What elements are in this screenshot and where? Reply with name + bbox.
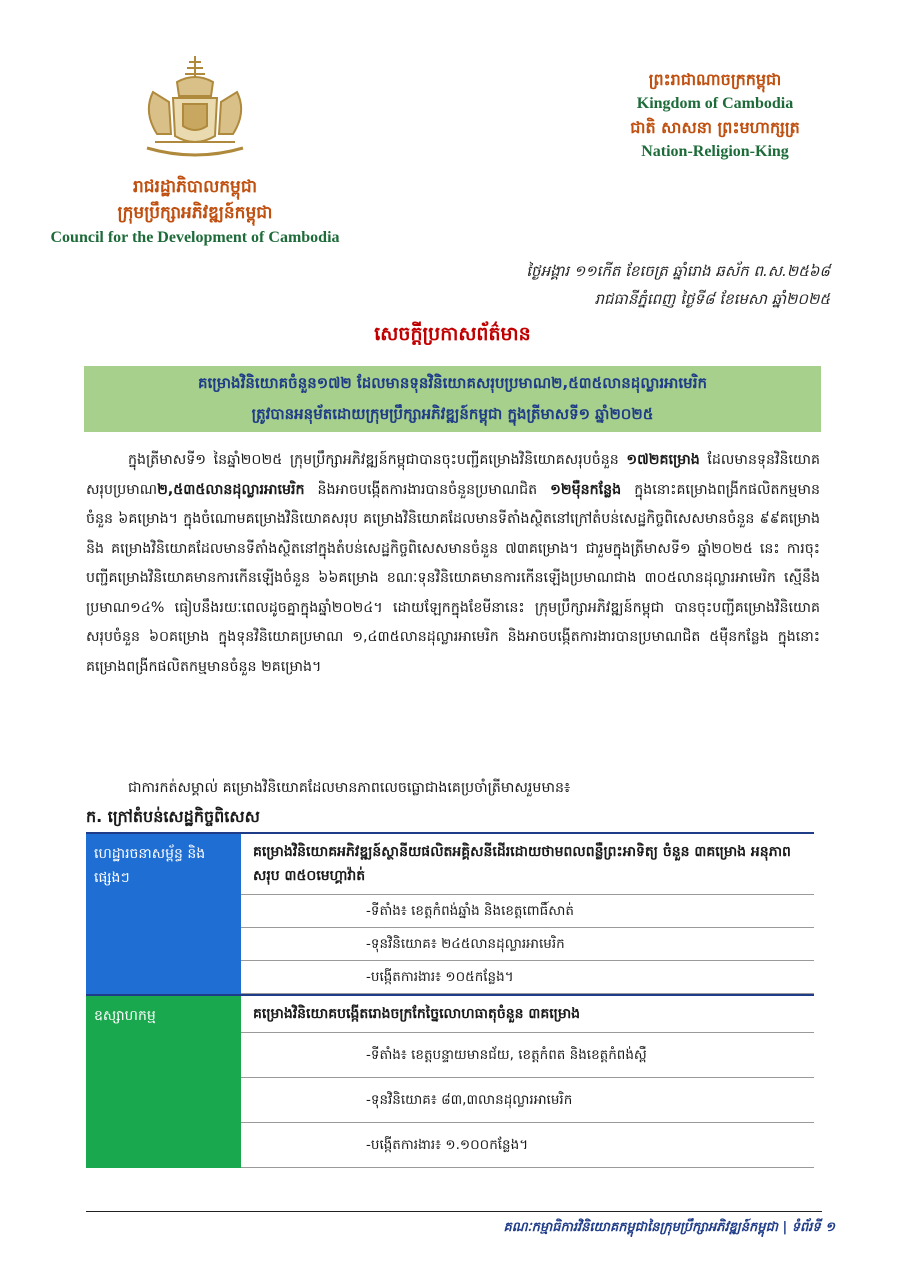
headline-banner xyxy=(84,366,821,432)
government-name: រាជរដ្ឋាភិបាលកម្ពុជា xyxy=(132,177,258,197)
council-name-km: ក្រុមប្រឹក្សាអភិវឌ្ឍន៍កម្ពុជា xyxy=(117,203,273,223)
category-infrastructure: ហេដ្ឋារចនាសម្ព័ន្ធ និងផ្សេងៗ xyxy=(86,834,241,994)
council-name-en: Council for the Development of Cambodia xyxy=(50,229,340,246)
table-row xyxy=(86,996,814,1168)
paragraph-1 xyxy=(86,446,820,682)
kingdom-name-en: Kingdom of Cambodia xyxy=(636,95,794,112)
kingdom-name-km: ព្រះរាជាណាចក្រកម្ពុជា xyxy=(648,70,782,89)
row-content xyxy=(241,834,814,994)
detail-jobs: -បង្កើតការងារ៖ ១.១០០កន្លែង។ xyxy=(241,1123,814,1168)
text-segment: ដែលមានទុនវិនិយោគសរុបប្រមាណ xyxy=(86,452,820,498)
bold-jobs-count: ១២ម៉ឺនកន្លែង xyxy=(550,481,622,498)
headline-line-2: ត្រូវបានអនុម័តដោយក្រុមប្រឹក្សាអភិវឌ្ឍន៍កម្ពុជា ក្នុងត្រីមាសទី១ ឆ្នាំ២០២៥ xyxy=(251,405,654,423)
text-segment: និងអាចបង្កើតការងារបានចំនួនប្រមាណជិត xyxy=(304,481,551,498)
royal-emblem-icon xyxy=(133,52,257,164)
body-paragraph xyxy=(86,446,820,682)
detail-investment: -ទុនវិនិយោគ៖ ៨៣,៣លានដុល្លារអាមេរិក xyxy=(241,1078,814,1123)
row-content xyxy=(241,996,814,1168)
project-title: គម្រោងវិនិយោគបង្កើតរោងចក្រកែច្នៃលោហធាតុចំនួន ៣គម្រោង xyxy=(241,996,814,1033)
paragraph-2: ជាការកត់សម្គាល់ គម្រោងវិនិយោគដែលមានភាពលេចធ្លោជាងគេប្រចាំត្រីមាសរួមមាន៖ xyxy=(128,780,571,796)
date-lunar: ថ្ងៃអង្គារ ១១កើត ខែចេត្រ ឆ្នាំរោង ឆស័ក ព.ស.២៥៦៨ xyxy=(526,262,830,280)
detail-location: -ទីតាំង៖ ខេត្តបន្ទាយមានជ័យ, ខេត្តកំពត និងខេត្តកំពង់ស្ពឺ xyxy=(241,1033,814,1078)
date-solar: រាជធានីភ្នំពេញ ថ្ងៃទី៨ ខែមេសា ឆ្នាំ២០២៥ xyxy=(594,290,830,308)
section-heading: ក. ក្រៅតំបន់សេដ្ឋកិច្ចពិសេស xyxy=(86,807,260,826)
category-industry: ឧស្សាហកម្ម xyxy=(86,996,241,1168)
detail-location: -ទីតាំង៖ ខេត្តកំពង់ឆ្នាំង និងខេត្តពោធិ៍សាត់ xyxy=(241,895,814,928)
headline-line-1: គម្រោងវិនិយោគចំនួន១៧២ ដែលមានទុនវិនិយោគសរុបប្រមាណ២,៥៣៥លានដុល្លារអាមេរិក xyxy=(198,374,707,392)
footer-rule xyxy=(86,1211,822,1212)
date-block xyxy=(430,257,830,313)
bold-project-count: ១៧២គម្រោង xyxy=(626,452,700,468)
motto-km: ជាតិ សាសនា ព្រះមហាក្សត្រ xyxy=(630,118,800,137)
text-segment: ក្នុងនោះគម្រោងពង្រីកផលិតកម្មមានចំនួន ៦គម្រោង។ ក្នុងចំណោមគម្រោងវិនិយោគសរុប គម្រោងវិនិយោគដែលមានទីតាំងស្ថិតនៅក្រៅតំបន់សេដ្ឋកិច្ចពិសេសមានចំនួន ៩៩គម្រោង និង គម្រោងវិនិយោគដែលមានទីតាំងស្ថិតនៅក្នុងតំបន់សេដ្ឋកិច្ចពិសេសមានចំនួន ៧៣គម្រោង។ ជារួមក្នុងត្រីមាសទី១ ឆ្នាំ២០២៥ នេះ ការចុះបញ្ជីគម្រោងវិនិយោគមានការកើនឡើងចំនួន ៦៦គម្រោង ខណៈទុនវិនិយោគមានការកើនឡើងប្រមាណជាង ៣០៥លានដុល្លារអាមេរិក ស្មើនឹងប្រមាណ១៤% ធៀបនឹងរយៈពេលដូចគ្នាក្នុងឆ្នាំ២០២៤។ ដោយឡែកក្នុងខែមីនានេះ ក្រុមប្រឹក្សាអភិវឌ្ឍន៍កម្ពុជា បានចុះបញ្ជីគម្រោងវិនិយោគសរុបចំនួន ៦០គម្រោង ក្នុងទុនវិនិយោគប្រមាណ ១,៤៣៥លានដុល្លារអាមេរិក និងអាចបង្កើតការងារបានប្រមាណជិត ៥ម៉ឺនកន្លែង ក្នុងនោះគម្រោងពង្រីកផលិតកម្មមានចំនួន ២គម្រោង។ xyxy=(86,481,820,675)
organization-header xyxy=(20,174,370,250)
page-footer: គណៈកម្មាធិការវិនិយោគកម្ពុជានៃក្រុមប្រឹក្សាអភិវឌ្ឍន៍កម្ពុជា | ទំព័រទី ១ xyxy=(503,1220,835,1235)
detail-jobs: -បង្កើតការងារ៖ ១០៥កន្លែង។ xyxy=(241,961,814,994)
table-row xyxy=(86,834,814,994)
kingdom-header xyxy=(585,68,845,164)
text-segment: ក្នុងត្រីមាសទី១ នៃឆ្នាំ២០២៥ ក្រុមប្រឹក្សាអភិវឌ្ឍន៍កម្ពុជាបានចុះបញ្ជីគម្រោងវិនិយោគសរុបចំនួន xyxy=(128,452,627,468)
document-title: សេចក្តីប្រកាសព័ត៌មាន xyxy=(374,323,531,345)
detail-investment: -ទុនវិនិយោគ៖ ២៤៥លានដុល្លារអាមេរិក xyxy=(241,928,814,961)
motto-en: Nation-Religion-King xyxy=(641,143,789,160)
project-title: គម្រោងវិនិយោគអភិវឌ្ឍន៍ស្ថានីយផលិតអគ្គិសនីដើរដោយថាមពលពន្លឺព្រះអាទិត្យ ចំនួន ៣គម្រោង អនុភាពសរុប ៣៥០មេហ្គាវ៉ាត់ xyxy=(241,834,814,895)
bold-investment-amount: ២,៥៣៥លានដុល្លារអាមេរិក xyxy=(157,481,305,498)
projects-table xyxy=(86,832,814,1168)
